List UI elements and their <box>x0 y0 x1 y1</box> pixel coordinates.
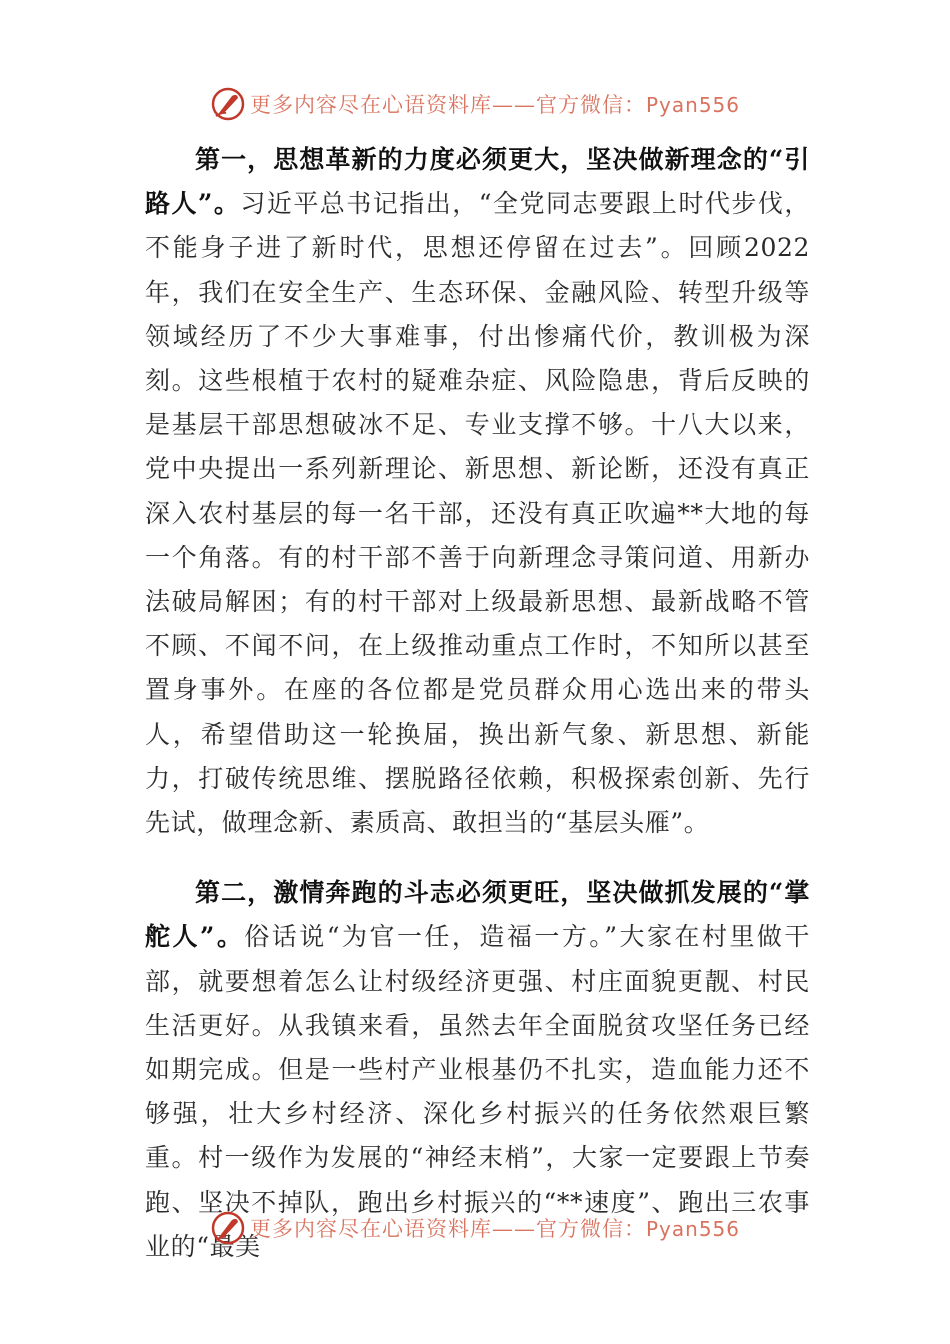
document-body <box>145 138 810 1269</box>
paragraph-1-body: 习近平总书记指出，“全党同志要跟上时代步伐，不能身子进了新时代，思想还停留在过去”。回顾2022年，我们在安全生产、生态环保、金融风险、转型升级等领域经历了不少大事难事，付出惨痛代价，教训极为深刻。这些根植于农村的疑难杂症、风险隐患，背后反映的是基层干部思想破冰不足、专业支撑不够。十八大以来，党中央提出一系列新理论、新思想、新论断，还没有真正深入农村基层的每一名干部，还没有真正吹遍**大地的每一个角落。有的村干部不善于向新理念寻策问道、用新办法破局解困；有的村干部对上级最新思想、最新战略不管不顾、不闻不问，在上级推动重点工作时，不知所以甚至置身事外。在座的各位都是党员群众用心选出来的带头人，希望借助这一轮换届，换出新气象、新思想、新能力，打破传统思维、摆脱路径依赖，积极探索创新、先行先试，做理念新、素质高、敢担当的“基层头雁”。 <box>145 189 811 838</box>
banner-text: 更多内容尽在心语资料库——官方微信：Pyan556 <box>249 1217 740 1241</box>
paragraph-1-heading: 第一，思想革新的力度必须更大，坚决做新理念的“引路人”。 <box>145 145 810 219</box>
footer-watermark-banner <box>0 1208 950 1248</box>
quill-logo-icon <box>210 86 246 122</box>
header-watermark-banner <box>0 84 950 124</box>
paragraph-2-body: 俗话说“为官一任，造福一方。”大家在村里做干部，就要想着怎么让村级经济更强、村庄面貌更靓、村民生活更好。从我镇来看，虽然去年全面脱贫攻坚任务已经如期完成。但是一些村产业根基仍不扎实，造血能力还不够强，壮大乡村经济、深化乡村振兴的任务依然艰巨繁重。村一级作为发展的“神经末梢”，大家一定要跟上节奏跑、坚决不掉队，跑出乡村振兴的“**速度”、跑出三农事业的“最美 <box>145 922 811 1261</box>
paragraph-2-heading: 第二，激情奔跑的斗志必须更旺，坚决做抓发展的“掌舵人”。 <box>145 878 810 952</box>
banner-text: 更多内容尽在心语资料库——官方微信：Pyan556 <box>249 93 740 117</box>
paragraph-1 <box>145 138 810 845</box>
quill-logo-icon <box>210 1210 246 1246</box>
